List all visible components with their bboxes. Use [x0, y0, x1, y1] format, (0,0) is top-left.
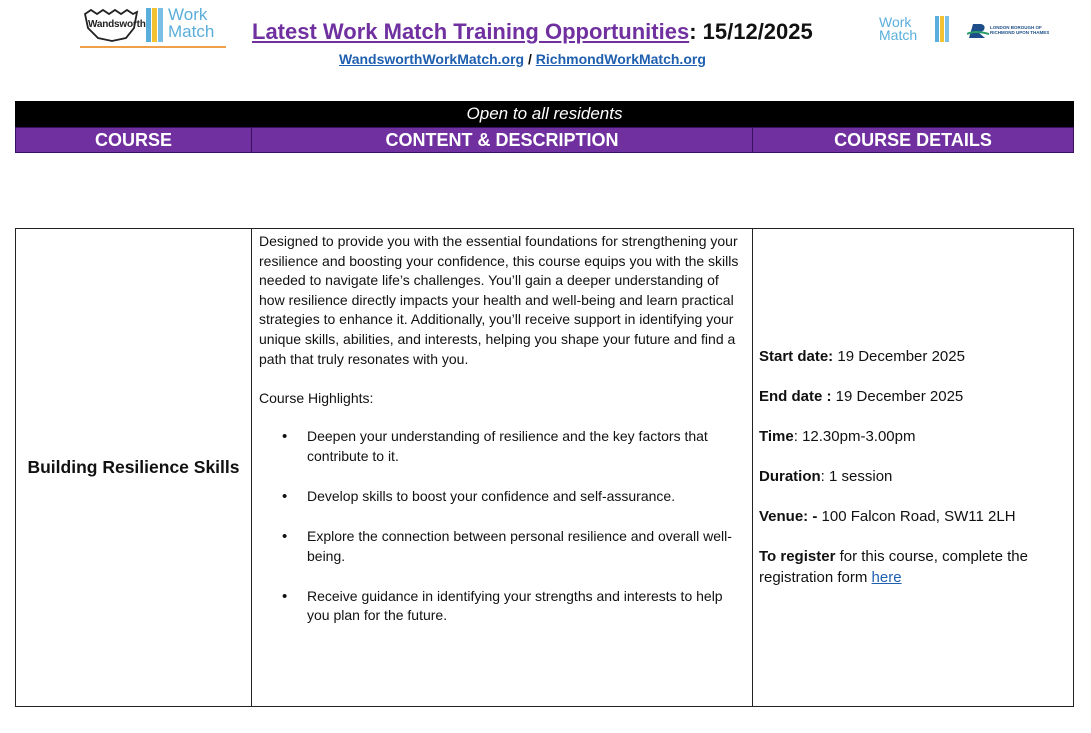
course-details-cell: [753, 229, 1073, 706]
work-match-bars-icon: [146, 8, 166, 42]
list-item: • Receive guidance in identifying your strengths and interests to help you plan for the future.: [259, 587, 744, 626]
title-main: Latest Work Match Training Opportunities: [252, 19, 690, 44]
link-separator: /: [524, 51, 536, 67]
course-description: Designed to provide you with the essential foundations for strengthening your resilience and boosting your confidence, this course equips you with the skills needed to navigate life’s challenges. You’ll gain a deeper understanding of how resilience directly impacts your health and well-being and learn practical strategies to enhance it. Additionally, you’ll receive support in identifying your unique skills, abilities, and interests, helping you shape your future and find a path that truly resonates with you.: [259, 233, 739, 367]
course-highlights-list: [259, 427, 744, 626]
course-duration: Duration: 1 session: [759, 468, 893, 485]
course-name-cell: [16, 229, 252, 706]
work-match-bars-right-icon: [935, 16, 953, 42]
list-item: • Explore the connection between personal resilience and overall well-being.: [259, 527, 744, 566]
list-item: • Develop skills to boost your confidence and self-assurance.: [259, 487, 744, 507]
list-item: • Deepen your understanding of resilience and the key factors that contribute to it.: [259, 427, 744, 466]
richmond-work-match-logo: [879, 16, 1049, 44]
website-links: [339, 51, 706, 67]
work-match-wordmark: Work Match: [168, 5, 215, 41]
registration-link[interactable]: here: [871, 569, 902, 586]
title-date: 15/12/2025: [702, 19, 813, 44]
column-header-course: COURSE: [16, 128, 252, 152]
richmond-council-mark-icon: [967, 22, 989, 40]
end-date: End date : 19 December 2025: [759, 388, 964, 405]
course-highlights-title: Course Highlights:: [259, 389, 374, 406]
page-title: [252, 19, 813, 45]
course-name: Building Resilience Skills: [27, 457, 240, 477]
course-description-cell: [252, 229, 753, 706]
wandsworth-work-match-logo: [80, 6, 226, 48]
wandsworth-link[interactable]: WandsworthWorkMatch.org: [339, 51, 525, 67]
work-match-wordmark-right: Work Match: [879, 14, 918, 43]
course-row: [15, 228, 1074, 707]
title-separator: :: [689, 19, 703, 44]
column-header-details: COURSE DETAILS: [834, 130, 992, 150]
open-to-all-banner: Open to all residents: [15, 101, 1074, 127]
richmond-council-label: LONDON BOROUGH OF RICHMOND UPON THAMES: [990, 25, 1050, 35]
table-header-row: [15, 127, 1074, 153]
logo-underline: [80, 46, 226, 48]
start-date: Start date: 19 December 2025: [759, 348, 965, 365]
registration-info: To register for this course, complete the registration form here: [759, 548, 1028, 586]
richmond-link[interactable]: RichmondWorkMatch.org: [535, 51, 706, 67]
course-time: Time: 12.30pm-3.00pm: [759, 428, 916, 445]
course-venue: Venue: - 100 Falcon Road, SW11 2LH: [759, 508, 1016, 525]
column-header-content: CONTENT & DESCRIPTION: [252, 128, 753, 152]
wandsworth-label: Wandsworth: [88, 19, 146, 30]
